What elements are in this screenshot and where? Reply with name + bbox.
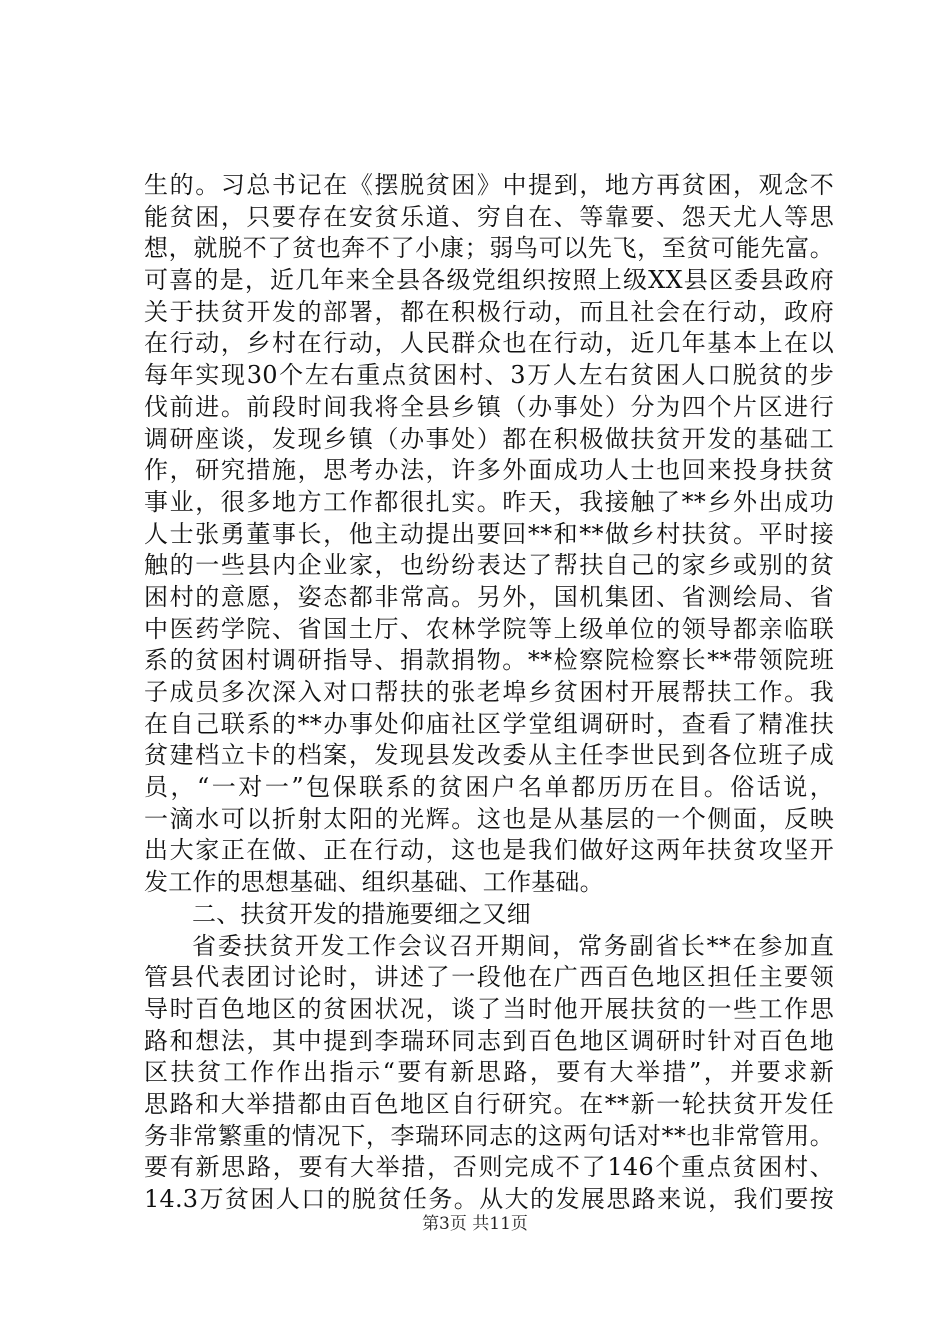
text-line: 作，研究措施，思考办法，许多外面成功人士也回来投身扶贫 bbox=[144, 456, 834, 485]
text-line: 区扶贫工作作出指示“要有新思路，要有大举措”，并要求新 bbox=[144, 1058, 834, 1087]
section-heading: 二、扶贫开发的措施要细之又细 bbox=[192, 899, 531, 928]
text-line: 每年实现30个左右重点贫困村、3万人左右贫困人口脱贫的步 bbox=[144, 361, 834, 390]
text-line: 出大家正在做、正在行动，这也是我们做好这两年扶贫攻坚开 bbox=[144, 836, 834, 865]
text-line: 在行动，乡村在行动，人民群众也在行动，近几年基本上在以 bbox=[144, 329, 834, 358]
text-line: 困村的意愿，姿态都非常高。另外，国机集团、省测绘局、省 bbox=[144, 582, 834, 611]
text-line: 关于扶贫开发的部署，都在积极行动，而且社会在行动，政府 bbox=[144, 297, 834, 326]
text-line: 调研座谈，发现乡镇（办事处）都在积极做扶贫开发的基础工 bbox=[144, 424, 834, 453]
text-line: 管县代表团讨论时，讲述了一段他在广西百色地区担任主要领 bbox=[144, 963, 834, 992]
document-body bbox=[144, 170, 834, 1216]
text-line: 导时百色地区的贫困状况，谈了当时他开展扶贫的一些工作思 bbox=[144, 994, 834, 1023]
text-line: 触的一些县内企业家，也纷纷表达了帮扶自己的家乡或别的贫 bbox=[144, 551, 834, 580]
text-line: 14.3万贫困人口的脱贫任务。从大的发展思路来说，我们要按 bbox=[144, 1185, 834, 1213]
text-line: 子成员多次深入对口帮扶的张老埠乡贫困村开展帮扶工作。我 bbox=[144, 678, 834, 706]
text-line: 可喜的是，近几年来全县各级党组织按照上级XX县区委县政府 bbox=[144, 266, 834, 295]
paragraph-end-line: 发工作的思想基础、组织基础、工作基础。 bbox=[144, 868, 604, 897]
text-line: 贫建档立卡的档案，发现县发改委从主任李世民到各位班子成 bbox=[144, 741, 834, 770]
text-line: 能贫困，只要存在安贫乐道、穷自在、等靠要、怨天尤人等思 bbox=[144, 202, 834, 231]
text-line: 人士张勇董事长，他主动提出要回**和**做乡村扶贫。平时接 bbox=[144, 519, 834, 548]
page-number-footer: 第3页 共11页 bbox=[422, 1214, 528, 1234]
text-line: 中医药学院、省国土厅、农林学院等上级单位的领导都亲临联 bbox=[144, 614, 834, 643]
text-line: 员，“一对一”包保联系的贫困户名单都历历在目。俗话说， bbox=[144, 773, 834, 802]
text-line: 一滴水可以折射太阳的光辉。这也是从基层的一个侧面，反映 bbox=[144, 804, 834, 833]
text-line: 在自己联系的**办事处仰庙社区学堂组调研时，查看了精准扶 bbox=[144, 709, 834, 738]
text-line: 想，就脱不了贫也奔不了小康；弱鸟可以先飞，至贫可能先富。 bbox=[144, 234, 834, 263]
text-line: 生的。习总书记在《摆脱贫困》中提到，地方再贫困，观念不 bbox=[144, 171, 834, 199]
text-line: 伐前进。前段时间我将全县乡镇（办事处）分为四个片区进行 bbox=[144, 392, 834, 421]
text-line: 务非常繁重的情况下，李瑞环同志的这两句话对**也非常管用。 bbox=[144, 1121, 834, 1150]
text-line: 思路和大举措都由百色地区自行研究。在**新一轮扶贫开发任 bbox=[144, 1089, 834, 1118]
text-line: 路和想法，其中提到李瑞环同志到百色地区调研时针对百色地 bbox=[144, 1026, 834, 1055]
text-line: 事业，很多地方工作都很扎实。昨天，我接触了**乡外出成功 bbox=[144, 487, 834, 516]
text-line: 要有新思路，要有大举措，否则完成不了146个重点贫困村、 bbox=[144, 1153, 834, 1182]
paragraph-first-line: 省委扶贫开发工作会议召开期间，常务副省长**在参加直 bbox=[192, 931, 834, 960]
text-line: 系的贫困村调研指导、捐款捐物。**检察院检察长**带领院班 bbox=[144, 646, 834, 675]
